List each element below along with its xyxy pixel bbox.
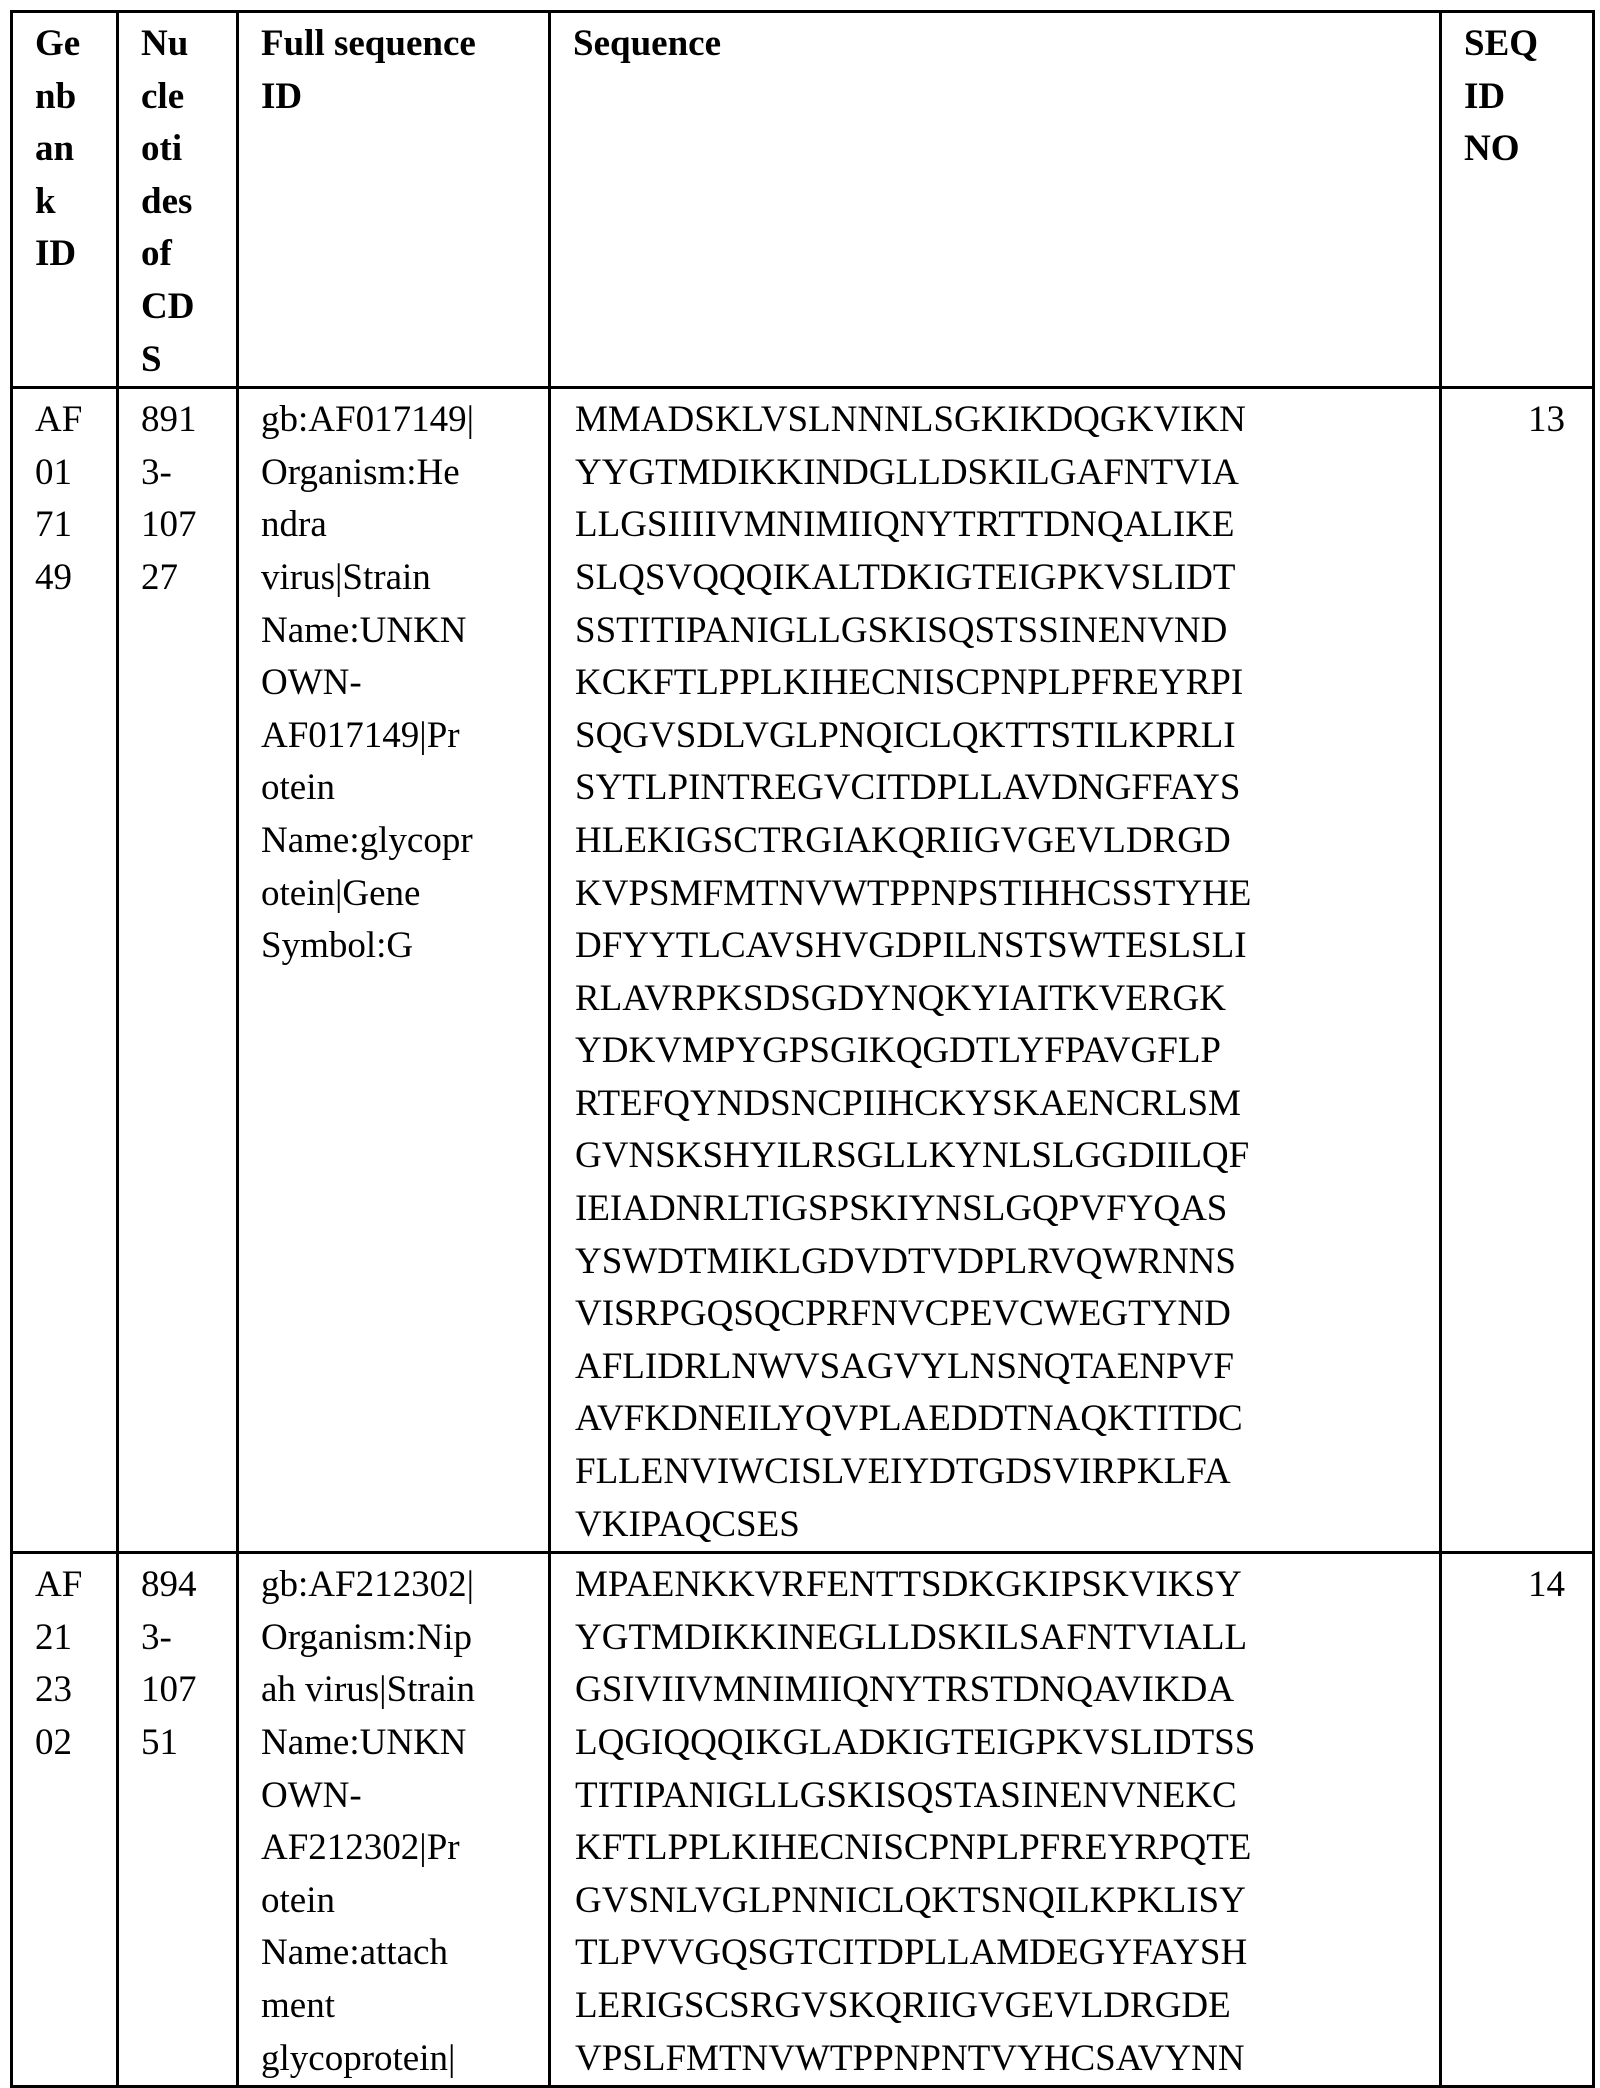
sequence-cell: [550, 1553, 1441, 2087]
text-line: Ge: [35, 18, 106, 71]
text-line: Name:glycopr: [261, 815, 538, 868]
text-line: 3-: [141, 447, 226, 500]
text-line: SSTITIPANIGLLGSKISQSTSSINENVND: [575, 605, 1429, 658]
text-line: otein: [261, 762, 538, 815]
text-line: NO: [1464, 123, 1582, 176]
seq-id-no-cell: 14: [1441, 1553, 1594, 2087]
seq-id-no-cell: 13: [1441, 388, 1594, 1553]
text-line: ndra: [261, 499, 538, 552]
text-line: glycoprotein|: [261, 2033, 538, 2086]
text-line: OWN-: [261, 657, 538, 710]
text-line: KCKFTLPPLKIHECNISCPNPLPFREYRPI: [575, 657, 1429, 710]
text-line: AF212302|Pr: [261, 1822, 538, 1875]
text-line: RTEFQYNDSNCPIIHCKYSKAENCRLSM: [575, 1078, 1429, 1131]
text-line: VPSLFMTNVWTPPNPNTVYHCSAVYNN: [575, 2033, 1429, 2086]
text-line: Organism:He: [261, 447, 538, 500]
text-line: ID: [1464, 71, 1582, 124]
text-line: AF: [35, 394, 106, 447]
text-line: TLPVVGQSGTCITDPLLAMDEGYFAYSH: [575, 1927, 1429, 1980]
text-line: AF017149|Pr: [261, 710, 538, 763]
table-row: [12, 388, 1594, 1553]
text-line: 02: [35, 1717, 106, 1770]
header-sequence: [550, 12, 1441, 388]
text-line: Symbol:G: [261, 920, 538, 973]
text-line: of: [141, 228, 226, 281]
text-line: RLAVRPKSDSGDYNQKYIAITKVERGK: [575, 973, 1429, 1026]
text-line: Organism:Nip: [261, 1612, 538, 1665]
text-line: LERIGSCSRGVSKQRIIGVGEVLDRGDE: [575, 1980, 1429, 2033]
genbank-id-cell: [12, 388, 118, 1553]
text-line: Name:UNKN: [261, 605, 538, 658]
text-line: YDKVMPYGPSGIKQGDTLYFPAVGFLP: [575, 1025, 1429, 1078]
text-line: AF: [35, 1559, 106, 1612]
text-line: KFTLPPLKIHECNISCPNPLPFREYRPQTE: [575, 1822, 1429, 1875]
text-line: SEQ: [1464, 18, 1582, 71]
text-line: k: [35, 176, 106, 229]
text-line: Nu: [141, 18, 226, 71]
text-line: GVSNLVGLPNNICLQKTSNQILKPKLISY: [575, 1875, 1429, 1928]
text-line: CD: [141, 281, 226, 334]
text-line: FLLENVIWCISLVEIYDTGDSVIRPKLFA: [575, 1446, 1429, 1499]
nucleotides-cell: [118, 1553, 238, 2087]
text-line: YYGTMDIKKINDGLLDSKILGAFNTVIA: [575, 447, 1429, 500]
text-line: virus|Strain: [261, 552, 538, 605]
sequence-table: [10, 10, 1595, 2088]
full-sequence-id-cell: [238, 388, 550, 1553]
sequence-cell: [550, 388, 1441, 1553]
text-line: KVPSMFMTNVWTPPNPSTIHHCSSTYHE: [575, 868, 1429, 921]
header-genbank-id: [12, 12, 118, 388]
text-line: YSWDTMIKLGDVDTVDPLRVQWRNNS: [575, 1236, 1429, 1289]
text-line: IEIADNRLTIGSPSKIYNSLGQPVFYQAS: [575, 1183, 1429, 1236]
text-line: 27: [141, 552, 226, 605]
text-line: Name:UNKN: [261, 1717, 538, 1770]
text-line: 23: [35, 1664, 106, 1717]
text-line: 891: [141, 394, 226, 447]
text-line: 894: [141, 1559, 226, 1612]
text-line: VISRPGQSQCPRFNVCPEVCWEGTYND: [575, 1288, 1429, 1341]
full-sequence-id-cell: [238, 1553, 550, 2087]
text-line: gb:AF212302|: [261, 1559, 538, 1612]
text-line: DFYYTLCAVSHVGDPILNSTSWTESLSLI: [575, 920, 1429, 973]
text-line: 01: [35, 447, 106, 500]
text-line: ID: [35, 228, 106, 281]
text-line: SQGVSDLVGLPNQICLQKTTSTILKPRLI: [575, 710, 1429, 763]
text-line: AVFKDNEILYQVPLAEDDTNAQKTITDC: [575, 1393, 1429, 1446]
text-line: oti: [141, 123, 226, 176]
text-line: TITIPANIGLLGSKISQSTASINENVNEKC: [575, 1770, 1429, 1823]
text-line: nb: [35, 71, 106, 124]
text-line: AFLIDRLNWVSAGVYLNSNQTAENPVF: [575, 1341, 1429, 1394]
header-nucleotides-of-cds: [118, 12, 238, 388]
text-line: otein: [261, 1875, 538, 1928]
text-line: Name:attach: [261, 1927, 538, 1980]
header-row: [12, 12, 1594, 388]
text-line: ah virus|Strain: [261, 1664, 538, 1717]
text-line: Full sequence: [261, 18, 538, 71]
text-line: 49: [35, 552, 106, 605]
text-line: SYTLPINTREGVCITDPLLAVDNGFFAYS: [575, 762, 1429, 815]
text-line: GVNSKSHYILRSGLLKYNLSLGGDIILQF: [575, 1130, 1429, 1183]
table-row: [12, 1553, 1594, 2087]
header-full-sequence-id: [238, 12, 550, 388]
text-line: VKIPAQCSES: [575, 1499, 1429, 1552]
genbank-id-cell: [12, 1553, 118, 2087]
text-line: Sequence: [573, 18, 1429, 71]
text-line: an: [35, 123, 106, 176]
text-line: OWN-: [261, 1770, 538, 1823]
text-line: 71: [35, 499, 106, 552]
text-line: des: [141, 176, 226, 229]
text-line: HLEKIGSCTRGIAKQRIIGVGEVLDRGD: [575, 815, 1429, 868]
text-line: otein|Gene: [261, 868, 538, 921]
text-line: 51: [141, 1717, 226, 1770]
text-line: ID: [261, 71, 538, 124]
text-line: 3-: [141, 1612, 226, 1665]
text-line: 107: [141, 1664, 226, 1717]
text-line: cle: [141, 71, 226, 124]
text-line: S: [141, 334, 226, 387]
text-line: gb:AF017149|: [261, 394, 538, 447]
text-line: MMADSKLVSLNNNLSGKIKDQGKVIKN: [575, 394, 1429, 447]
text-line: ment: [261, 1980, 538, 2033]
text-line: MPAENKKVRFENTTSDKGKIPSKVIKSY: [575, 1559, 1429, 1612]
text-line: LQGIQQQIKGLADKIGTEIGPKVSLIDTSS: [575, 1717, 1429, 1770]
text-line: 21: [35, 1612, 106, 1665]
nucleotides-cell: [118, 388, 238, 1553]
text-line: 107: [141, 499, 226, 552]
text-line: GSIVIIVMNIMIIQNYTRSTDNQAVIKDA: [575, 1664, 1429, 1717]
text-line: YGTMDIKKINEGLLDSKILSAFNTVIALL: [575, 1612, 1429, 1665]
header-seq-id-no: [1441, 12, 1594, 388]
text-line: LLGSIIIIVMNIMIIQNYTRTTDNQALIKE: [575, 499, 1429, 552]
text-line: SLQSVQQQIKALTDKIGTEIGPKVSLIDT: [575, 552, 1429, 605]
